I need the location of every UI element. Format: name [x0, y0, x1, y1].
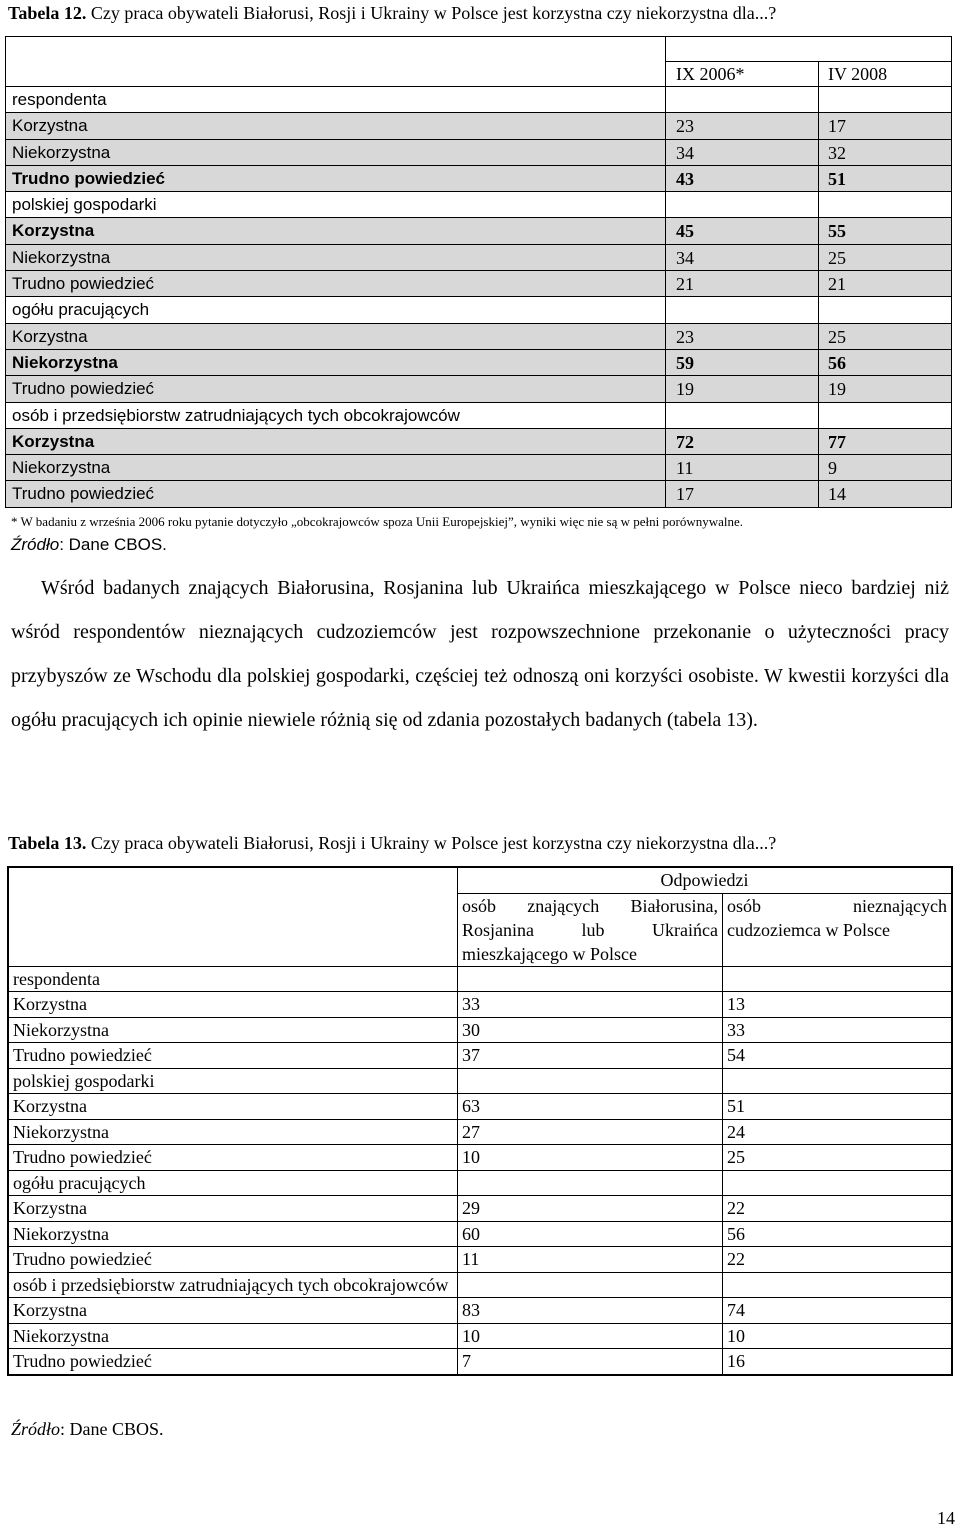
table13-header-row [9, 868, 952, 894]
table12-cell-2008: 25 [828, 247, 846, 268]
table12-cell-2008: 56 [828, 352, 846, 373]
table12-row [6, 217, 951, 243]
table12-row-label: Niekorzystna [12, 247, 111, 267]
table13-row [9, 1298, 952, 1324]
table13-cell-not-knowing: 22 [723, 1196, 952, 1222]
table13-row-label: Niekorzystna [9, 1119, 458, 1145]
table13-row [9, 1323, 952, 1349]
table12-col2-header: IV 2008 [828, 64, 888, 84]
table12-cell-2008: 77 [828, 431, 846, 452]
table13-row-label: Korzystna [9, 1094, 458, 1120]
table12-row-label: ogółu pracujących [12, 300, 150, 320]
table13-section-row [9, 966, 952, 992]
table13-header-group: Odpowiedzi [458, 868, 952, 894]
table12-section-row [6, 191, 951, 217]
table13-cell-not-knowing: 25 [723, 1145, 952, 1171]
table12-row [6, 349, 951, 375]
table12-row-label: Korzystna [12, 326, 88, 346]
table12-row [6, 112, 951, 138]
table13-section-row [9, 1068, 952, 1094]
table12-cell-2006: 45 [676, 221, 694, 242]
table13-row [9, 992, 952, 1018]
table12-section-row [6, 86, 951, 112]
table13-row-label: Niekorzystna [9, 1221, 458, 1247]
table12-cell-2006: 34 [676, 247, 694, 268]
table13-row [9, 1349, 952, 1375]
table13-cell-knowing: 7 [458, 1349, 723, 1375]
table12-row-label: Korzystna [12, 431, 95, 451]
table13-grid [8, 867, 952, 1375]
table13-row [9, 1221, 952, 1247]
table13-section-row [9, 1170, 952, 1196]
table12-cell-2008: 32 [828, 142, 846, 163]
table13-caption-label: Tabela 13. [8, 833, 87, 853]
table12-row-label: Trudno powiedzieć [12, 168, 166, 188]
table12-row [6, 375, 951, 401]
table13-cell-knowing [458, 966, 723, 992]
table13-row [9, 1017, 952, 1043]
table13-row-label: osób i przedsiębiorstw zatrudniających tych obcokrajowców [9, 1272, 458, 1298]
table13-cell-not-knowing: 22 [723, 1247, 952, 1273]
table13-row-label: polskiej gospodarki [9, 1068, 458, 1094]
table13-cell-not-knowing: 10 [723, 1323, 952, 1349]
table12-row [6, 139, 951, 165]
table13-cell-knowing: 33 [458, 992, 723, 1018]
table13-row [9, 1145, 952, 1171]
table12-cell-2006: 59 [676, 352, 694, 373]
table13-cell-not-knowing: 54 [723, 1043, 952, 1069]
table13-cell-knowing: 10 [458, 1323, 723, 1349]
table13-source-label: Źródło [11, 1419, 61, 1439]
table13-source [11, 1419, 164, 1440]
table13-cell-not-knowing: 74 [723, 1298, 952, 1324]
table12-cell-2008: 51 [828, 168, 846, 189]
table12-cell-2006: 23 [676, 116, 694, 137]
table13-cell-not-knowing [723, 966, 952, 992]
table13-row-label: Niekorzystna [9, 1017, 458, 1043]
table12-row [6, 428, 951, 454]
table12-cell-2006: 21 [676, 274, 694, 295]
table13-row [9, 1043, 952, 1069]
table13-cell-not-knowing [723, 1170, 952, 1196]
table12-cell-2008: 9 [828, 458, 837, 479]
table13-row-label: Trudno powiedzieć [9, 1349, 458, 1375]
table13-source-text: : Dane CBOS. [60, 1419, 164, 1439]
table13-row-label: Korzystna [9, 1298, 458, 1324]
table12-cell-2008: 14 [828, 484, 846, 505]
table12-cell-2006: 23 [676, 326, 694, 347]
table13-cell-knowing: 63 [458, 1094, 723, 1120]
table12-row [6, 244, 951, 270]
body-paragraph-text: Wśród badanych znających Białorusina, Rosjanina lub Ukraińca mieszkającego w Polsce nieco bardziej niż wśród respondentów nieznających cudzoziemców jest rozpowszechnione przekonanie o użyteczności pracy przybyszów ze Wschodu dla polskiej gospodarki, częściej też odnoszą oni korzyści osobiste. W kwestii korzyści dla ogółu pracujących ich opinie niewiele różnią się od zdania pozostałych badanych (tabela 13). [11, 577, 949, 731]
table12-row-label: osób i przedsiębiorstw zatrudniających tych obcokrajowców [12, 405, 460, 425]
table12-row-label: Trudno powiedzieć [12, 274, 155, 294]
table12-col1-header: IX 2006* [676, 64, 745, 84]
table13-cell-not-knowing: 33 [723, 1017, 952, 1043]
page-number: 14 [937, 1508, 955, 1528]
table12-row-label: Trudno powiedzieć [12, 484, 155, 504]
table13-cell-knowing [458, 1170, 723, 1196]
body-paragraph [11, 566, 949, 742]
table12-source-text: : Dane CBOS. [59, 535, 167, 554]
table13-row-label: Niekorzystna [9, 1323, 458, 1349]
table12-row-label: respondenta [12, 90, 107, 109]
table13-cell-not-knowing: 56 [723, 1221, 952, 1247]
table12-row-label: Korzystna [12, 116, 88, 136]
table13-col2-header: osób nieznających cudzoziemca w Polsce [723, 893, 952, 966]
table12-section-row [6, 296, 951, 322]
table13-cell-knowing: 30 [458, 1017, 723, 1043]
table13-cell-knowing: 11 [458, 1247, 723, 1273]
table13-cell-knowing [458, 1272, 723, 1298]
table13-row-label: Trudno powiedzieć [9, 1043, 458, 1069]
table12-row [6, 480, 951, 506]
table13-cell-knowing: 29 [458, 1196, 723, 1222]
table13-cell-knowing: 27 [458, 1119, 723, 1145]
table13-row [9, 1119, 952, 1145]
table12-row-label: polskiej gospodarki [12, 195, 157, 215]
table13-row-label: respondenta [9, 966, 458, 992]
table12-cell-2008: 55 [828, 221, 846, 242]
table12-row [6, 454, 951, 480]
table-12 [5, 36, 952, 508]
table12-section-row [6, 402, 951, 428]
table12-cell-2006: 72 [676, 431, 694, 452]
table13-row [9, 1247, 952, 1273]
table-13 [7, 866, 953, 1376]
table12-footnote: * W badaniu z września 2006 roku pytanie dotyczyło „obcokrajowców spoza Unii Europejskiej”, wyniki więc nie są w pełni porównywalne. [11, 514, 744, 529]
table13-cell-not-knowing: 13 [723, 992, 952, 1018]
table13-row-label: Korzystna [9, 992, 458, 1018]
table13-row-label: Korzystna [9, 1196, 458, 1222]
table12-row-label: Niekorzystna [12, 142, 111, 162]
table12-source [11, 535, 167, 555]
table13-row-label: ogółu pracujących [9, 1170, 458, 1196]
table12-cell-2006: 43 [676, 168, 694, 189]
table12-caption-label: Tabela 12. [8, 3, 87, 23]
table13-cell-knowing: 10 [458, 1145, 723, 1171]
table13-section-row [9, 1272, 952, 1298]
table13-cell-not-knowing [723, 1068, 952, 1094]
table13-cell-not-knowing: 24 [723, 1119, 952, 1145]
table12-row [6, 270, 951, 296]
table12-cell-2008: 25 [828, 326, 846, 347]
table13-cell-knowing: 60 [458, 1221, 723, 1247]
table13-row-label: Trudno powiedzieć [9, 1145, 458, 1171]
table13-cell-not-knowing [723, 1272, 952, 1298]
table12-source-label: Źródło [11, 535, 60, 554]
table13-caption [8, 832, 776, 854]
table12-cell-2006: 34 [676, 142, 694, 163]
table12-caption [8, 2, 776, 24]
table12-cell-2006: 17 [676, 484, 694, 505]
table12-row-label: Niekorzystna [12, 458, 111, 478]
table12-row-label: Korzystna [12, 221, 95, 241]
table13-row [9, 1196, 952, 1222]
table13-cell-knowing: 37 [458, 1043, 723, 1069]
table13-row-label: Trudno powiedzieć [9, 1247, 458, 1273]
table12-row-label: Niekorzystna [12, 352, 118, 372]
table12-row-label: Trudno powiedzieć [12, 379, 155, 399]
table13-cell-not-knowing: 51 [723, 1094, 952, 1120]
table13-cell-knowing [458, 1068, 723, 1094]
table12-cell-2008: 17 [828, 116, 846, 137]
table13-caption-text: Czy praca obywateli Białorusi, Rosji i Ukrainy w Polsce jest korzystna czy niekorzystna dla...? [90, 833, 777, 853]
table12-cell-2008: 21 [828, 274, 846, 295]
table12-caption-text: Czy praca obywateli Białorusi, Rosji i Ukrainy w Polsce jest korzystna czy niekorzystna dla...? [90, 3, 777, 23]
table13-row [9, 1094, 952, 1120]
table12-cell-2006: 19 [676, 379, 694, 400]
table12-cell-2008: 19 [828, 379, 846, 400]
table12-cell-2006: 11 [676, 458, 694, 479]
table13-col1-header: osób znających Białorusina, Rosjanina lub Ukraińca mieszkającego w Polsce [458, 893, 723, 966]
table13-cell-knowing: 83 [458, 1298, 723, 1324]
table12-row [6, 165, 951, 191]
table13-empty-corner [9, 868, 458, 967]
table12-header-row [6, 37, 951, 86]
table12-row [6, 323, 951, 349]
table13-cell-not-knowing: 16 [723, 1349, 952, 1375]
